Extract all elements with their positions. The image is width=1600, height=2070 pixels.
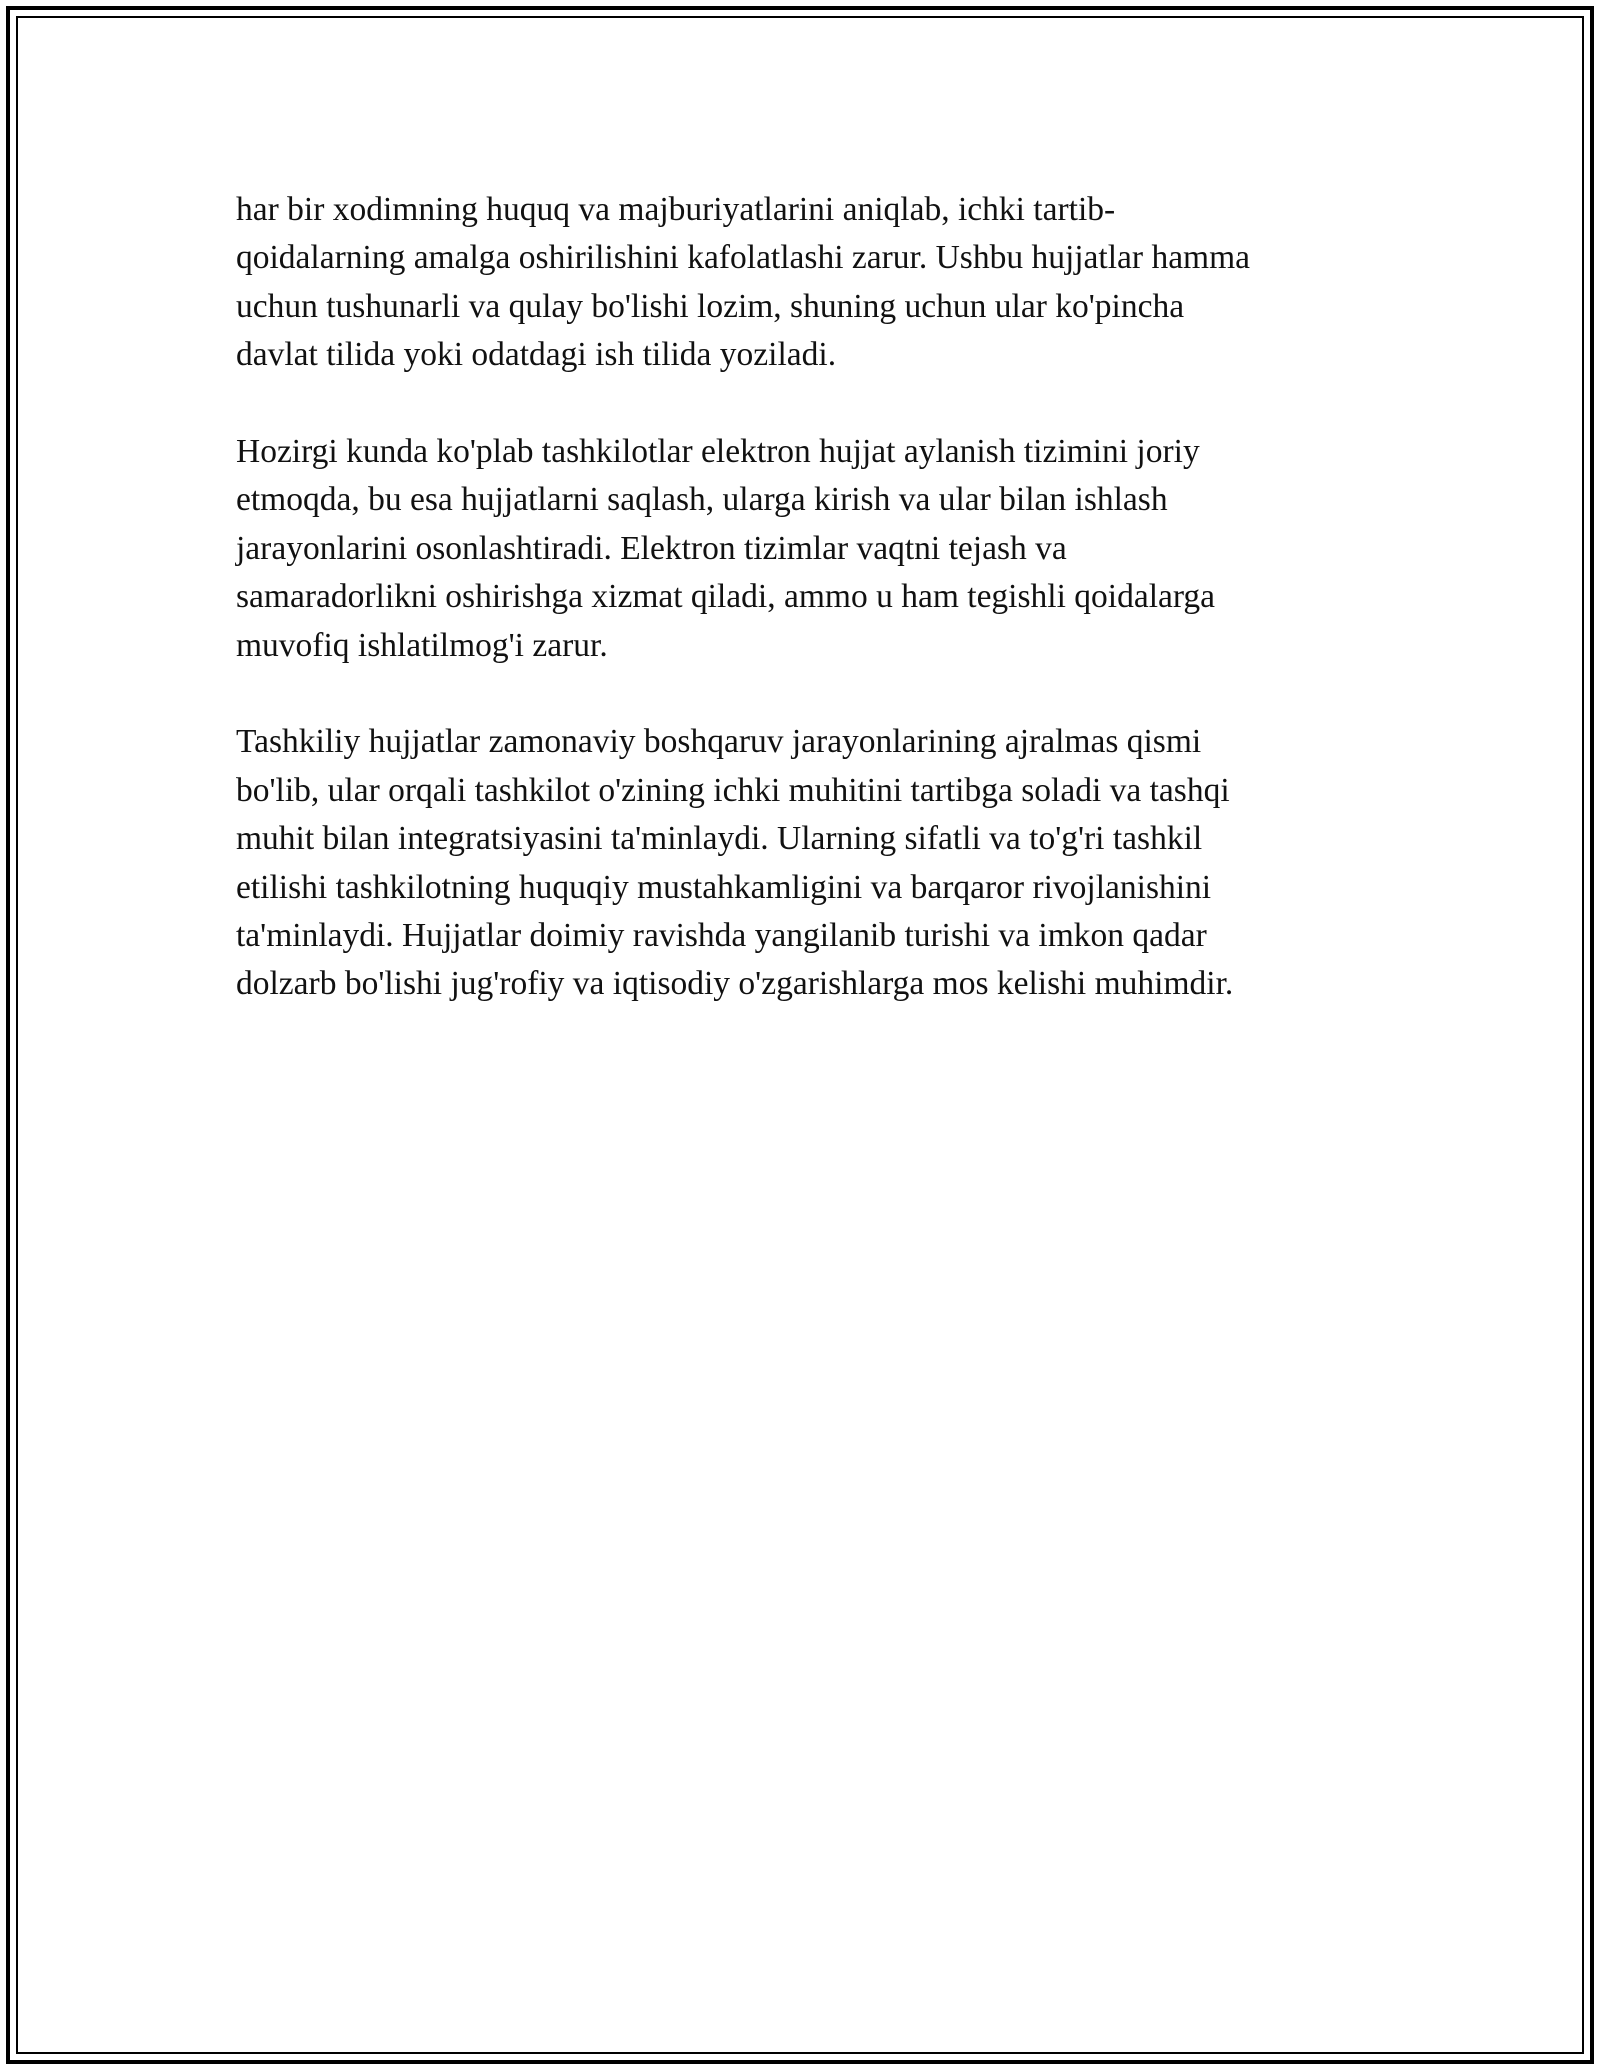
text-line: muhit bilan integratsiyasini ta'minlaydi. Ularning sifatli va to'g'ri tashkil	[236, 820, 1203, 858]
text-line: samaradorlikni oshirishga xizmat qiladi, ammo u ham tegishli qoidalarga	[236, 578, 1216, 616]
text-line: Hozirgi kunda ko'plab tashkilotlar elektron hujjat aylanish tizimini joriy	[236, 433, 1200, 471]
text-line: etmoqda, bu esa hujjatlarni saqlash, ularga kirish va ular bilan ishlash	[236, 481, 1168, 519]
text-line: jarayonlarini osonlashtiradi. Elektron tizimlar vaqtni tejash va	[236, 529, 1067, 567]
text-line: ta'minlaydi. Hujjatlar doimiy ravishda yangilanib turishi va imkon qadar	[236, 917, 1207, 955]
paragraph-3	[236, 718, 1356, 1008]
paragraph-1	[236, 186, 1356, 380]
text-line: uchun tushunarli va qulay bo'lishi lozim, shuning uchun ular ko'pincha	[236, 287, 1185, 325]
text-line: bo'lib, ular orqali tashkilot o'zining ichki muhitini tartibga soladi va tashqi	[236, 771, 1230, 809]
paragraph-2	[236, 428, 1356, 670]
text-line: har bir xodimning huquq va majburiyatlarini aniqlab, ichki tartib-	[236, 191, 1116, 228]
text-line: davlat tilida yoki odatdagi ish tilida yoziladi.	[236, 336, 837, 374]
text-line: muvofiq ishlatilmog'i zarur.	[236, 626, 608, 664]
text-line: Tashkiliy hujjatlar zamonaviy boshqaruv jarayonlarining ajralmas qismi	[236, 723, 1202, 761]
text-line: dolzarb bo'lishi jug'rofiy va iqtisodiy o'zgarishlarga mos kelishi muhimdir.	[236, 965, 1234, 1003]
text-line: etilishi tashkilotning huquqiy mustahkamligini va barqaror rivojlanishini	[236, 868, 1212, 906]
document-body	[236, 186, 1356, 1057]
text-line: qoidalarning amalga oshirilishini kafolatlashi zarur. Ushbu hujjatlar hamma	[236, 239, 1251, 277]
